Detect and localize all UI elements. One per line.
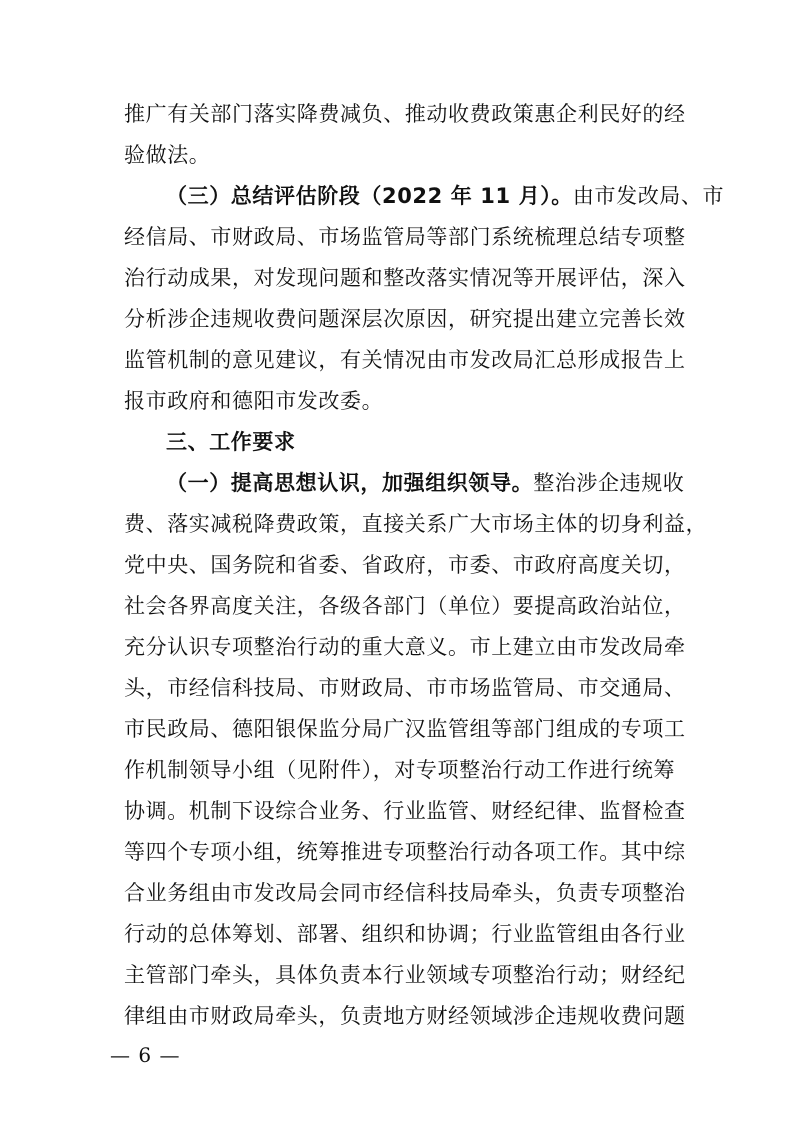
paragraph-line: 充分认识专项整治行动的重大意义。市上建立由市发改局牵 bbox=[124, 635, 686, 659]
paragraph-text: 整治涉企违规收 bbox=[533, 471, 685, 495]
paragraph-line: 分析涉企违规收费问题深层次原因，研究提出建立完善长效 bbox=[124, 307, 686, 331]
paragraph-line: 头，市经信科技局、市财政局、市市场监管局、市交通局、 bbox=[124, 676, 686, 700]
paragraph-line: 报市政府和德阳市发改委。 bbox=[124, 389, 384, 413]
subsection-heading: （三）总结评估阶段（2022 年 11 月）。 bbox=[166, 184, 573, 208]
paragraph-line: 律组由市财政局牵头，负责地方财经领域涉企违规收费问题 bbox=[124, 1004, 686, 1028]
paragraph-line: 费、落实减税降费政策，直接关系广大市场主体的切身利益， bbox=[124, 512, 708, 536]
paragraph-line bbox=[166, 182, 726, 210]
subsection-heading: （一）提高思想认识，加强组织领导。 bbox=[166, 471, 534, 495]
paragraph-line: 党中央、国务院和省委、省政府，市委、市政府高度关切， bbox=[124, 553, 686, 577]
paragraph-line: 作机制领导小组（见附件），对专项整治行动工作进行统筹 bbox=[124, 758, 676, 782]
paragraph-line: 社会各界高度关注，各级各部门（单位）要提高政治站位， bbox=[124, 594, 686, 618]
paragraph-line bbox=[166, 469, 726, 497]
paragraph-line: 验做法。 bbox=[124, 143, 211, 167]
page-number: — 6 — bbox=[110, 1043, 181, 1067]
paragraph-line: 合业务组由市发改局会同市经信科技局牵头，负责专项整治 bbox=[124, 881, 686, 905]
paragraph-text: 由市发改局、市 bbox=[572, 184, 725, 208]
paragraph-line: 等四个专项小组，统筹推进专项整治行动各项工作。其中综 bbox=[124, 840, 686, 864]
paragraph-line: 主管部门牵头，具体负责本行业领域专项整治行动；财经纪 bbox=[124, 963, 686, 987]
paragraph-line: 协调。机制下设综合业务、行业监管、财经纪律、监督检查 bbox=[124, 799, 686, 823]
paragraph-line: 行动的总体筹划、部署、组织和协调；行业监管组由各行业 bbox=[124, 922, 686, 946]
section-heading: 三、工作要求 bbox=[166, 430, 296, 454]
paragraph-line: 市民政局、德阳银保监分局广汉监管组等部门组成的专项工 bbox=[124, 717, 686, 741]
paragraph-line: 经信局、市财政局、市场监管局等部门系统梳理总结专项整 bbox=[124, 225, 686, 249]
paragraph-line: 监管机制的意见建议，有关情况由市发改局汇总形成报告上 bbox=[124, 348, 686, 372]
paragraph-line: 治行动成果，对发现问题和整改落实情况等开展评估，深入 bbox=[124, 266, 686, 290]
paragraph-line: 推广有关部门落实降费减负、推动收费政策惠企利民好的经 bbox=[124, 102, 686, 126]
